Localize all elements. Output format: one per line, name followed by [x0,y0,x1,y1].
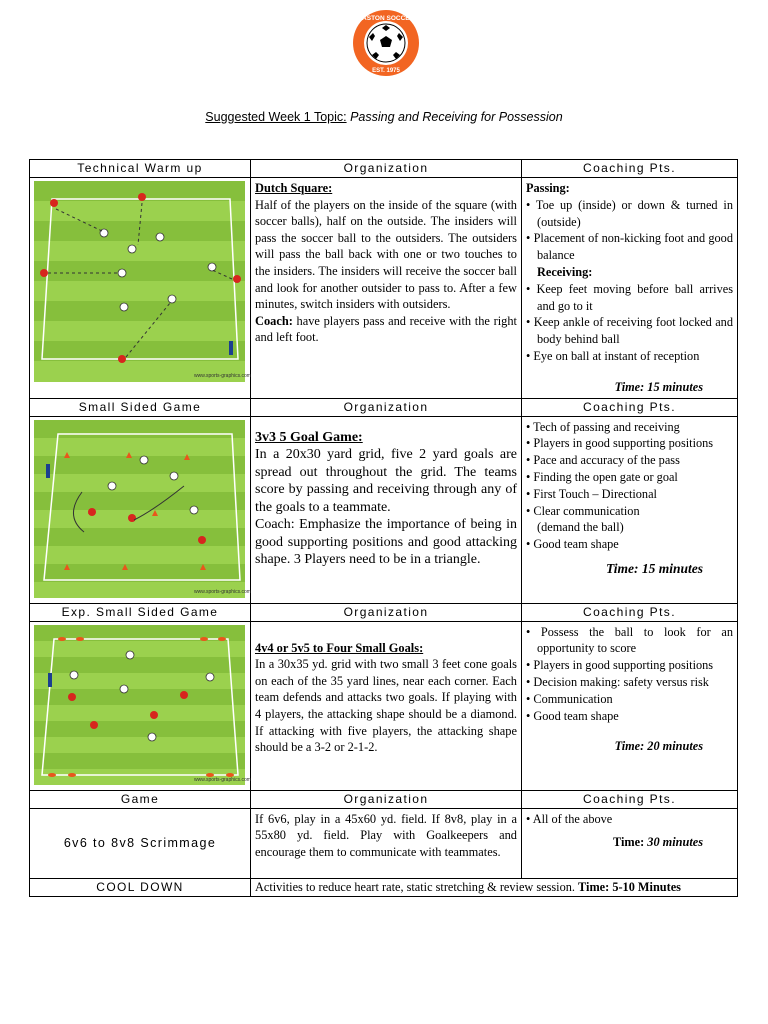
game-header-row [30,790,738,808]
warmup-field-diagram [34,181,251,382]
coaching-point: • Good team shape [526,536,733,553]
coaching-point: • Placement of non-kicking foot and good balance [526,230,733,264]
small-sided-coaching-points [522,416,738,603]
svg-text:www.sports-graphics.com: www.sports-graphics.com [194,373,251,379]
coaching-point: • First Touch – Directional [526,486,733,503]
receiving-label: Receiving: [537,264,593,279]
game-activity: 6v6 to 8v8 Scrimmage [30,808,251,878]
small-sided-header-row [30,398,738,416]
org-header: Organization [251,603,522,621]
warmup-organization [251,178,522,399]
warmup-header-row [30,160,738,178]
org-header: Organization [251,398,522,416]
game-row [30,808,738,878]
warmup-coaching-points [522,178,738,399]
exp-small-sided-field-diagram [34,625,251,785]
svg-text:www.sports-graphics.com: www.sports-graphics.com [194,588,251,595]
coaching-point: • Eye on ball at instant of reception [526,348,733,365]
pts-header: Coaching Pts. [522,790,738,808]
time-value: 30 minutes [647,835,703,850]
easton-soccer-logo [352,6,420,80]
small-sided-field-diagram [34,420,251,598]
coaching-point: • Players in good supporting positions [526,435,733,452]
coaching-point: • Players in good supporting positions [526,657,733,674]
drill-title: 4v4 or 5v5 to Four Small Goals: [255,640,424,655]
game-organization: If 6v6, play in a 45x60 yd. field. If 8v8, play in a 55x80 yd. field. Play with Goalkeepers and encourage them to communicate with teammates. [251,808,522,878]
coaching-point: • Keep ankle of receiving foot locked and body behind ball [526,314,733,348]
duration: Time: 15 minutes [606,560,703,576]
section-name: Exp. Small Sided Game [30,603,251,621]
title-label: Suggested Week 1 Topic: [205,110,347,124]
time-label: Time: [613,835,645,850]
duration [526,834,733,851]
page-title [0,110,768,124]
cooldown-name: COOL DOWN [30,878,251,896]
cooldown-time: Time: 5-10 Minutes [578,879,681,894]
coaching-point: • Pace and accuracy of the pass [526,452,733,469]
title-topic: Passing and Receiving for Possession [350,110,563,124]
cooldown-row [30,878,738,896]
drill-description: In a 30x35 yd. grid with two small 3 feet cone goals on each of the 35 yard lines, near each corner. Each team defends and attacks two goals. If playing with 4 players, the attacking shape should be a diamond. If attacking with five players, the attacking shape should be a 3-2 or 2-1-2. [255,657,517,755]
drill-title: Dutch Square: [255,181,333,195]
section-name: Small Sided Game [30,398,251,416]
drill-description: In a 20x30 yard grid, five 2 yard goals are spread out throughout the grid. The teams score by passing and receiving through any of the goals to a teammate. [255,447,517,515]
coaching-point: • All of the above [526,811,733,828]
exp-small-sided-diagram-cell [30,621,251,790]
exp-small-sided-row [30,621,738,790]
warmup-diagram-cell [30,178,251,399]
coaching-point: • Finding the open gate or goal [526,469,733,486]
drill-description: Half of the players on the inside of the square (with soccer balls), half on the outside. The insiders will pass the soccer ball to the outsiders. The outsiders will pass the ball back with one or two touches to the insiders. The insiders will receive the soccer ball and look for another outsider to pass to. After a few minutes, switch insiders with outsiders. [255,197,517,312]
coaching-point: • Tech of passing and receiving [526,419,733,436]
small-sided-diagram-cell [30,416,251,603]
small-sided-row [30,416,738,603]
pts-header: Coaching Pts. [522,603,738,621]
cooldown-description [251,878,738,896]
coach-label: Coach: [255,313,293,328]
coaching-point: • Possess the ball to look for an opportunity to score [526,624,733,658]
coaching-point: • Decision making: safety versus risk [526,674,733,691]
coach-text: Coach: Emphasize the importance of being in good supporting positions and good attacking shape. 3 Players need to be in a triangle. [255,517,517,568]
svg-text:EASTON SOCCER: EASTON SOCCER [357,15,415,22]
pts-header: Coaching Pts. [522,160,738,178]
coaching-point-note: (demand the ball) [537,520,624,535]
coaching-point: • Keep feet moving before ball arrives and go to it [526,281,733,315]
exp-small-sided-organization [251,621,522,790]
org-header: Organization [251,160,522,178]
coaching-point: • Good team shape [526,708,733,725]
warmup-row [30,178,738,399]
drill-title: 3v3 5 Goal Game: [255,429,363,445]
duration: Time: 20 minutes [614,739,703,754]
cooldown-text: Activities to reduce heart rate, static stretching & review session. [255,879,575,894]
svg-text:www.sports-graphics.com: www.sports-graphics.com [194,776,251,783]
duration: Time: 15 minutes [614,379,703,394]
exp-small-sided-coaching-points [522,621,738,790]
game-coaching-points [522,808,738,878]
coaching-point: • Clear communication [526,503,733,520]
pts-header: Coaching Pts. [522,398,738,416]
coaching-point: • Toe up (inside) or down & turned in (outside) [526,197,733,231]
section-name: Technical Warm up [30,160,251,178]
section-name: Game [30,790,251,808]
passing-label: Passing: [526,181,570,195]
coach-text: have players pass and receive with the right and left foot. [255,313,517,345]
coaching-point: • Communication [526,691,733,708]
small-sided-organization [251,416,522,603]
session-plan-table [29,159,738,897]
svg-text:EST. 1975: EST. 1975 [372,68,400,74]
exp-small-sided-header-row [30,603,738,621]
org-header: Organization [251,790,522,808]
